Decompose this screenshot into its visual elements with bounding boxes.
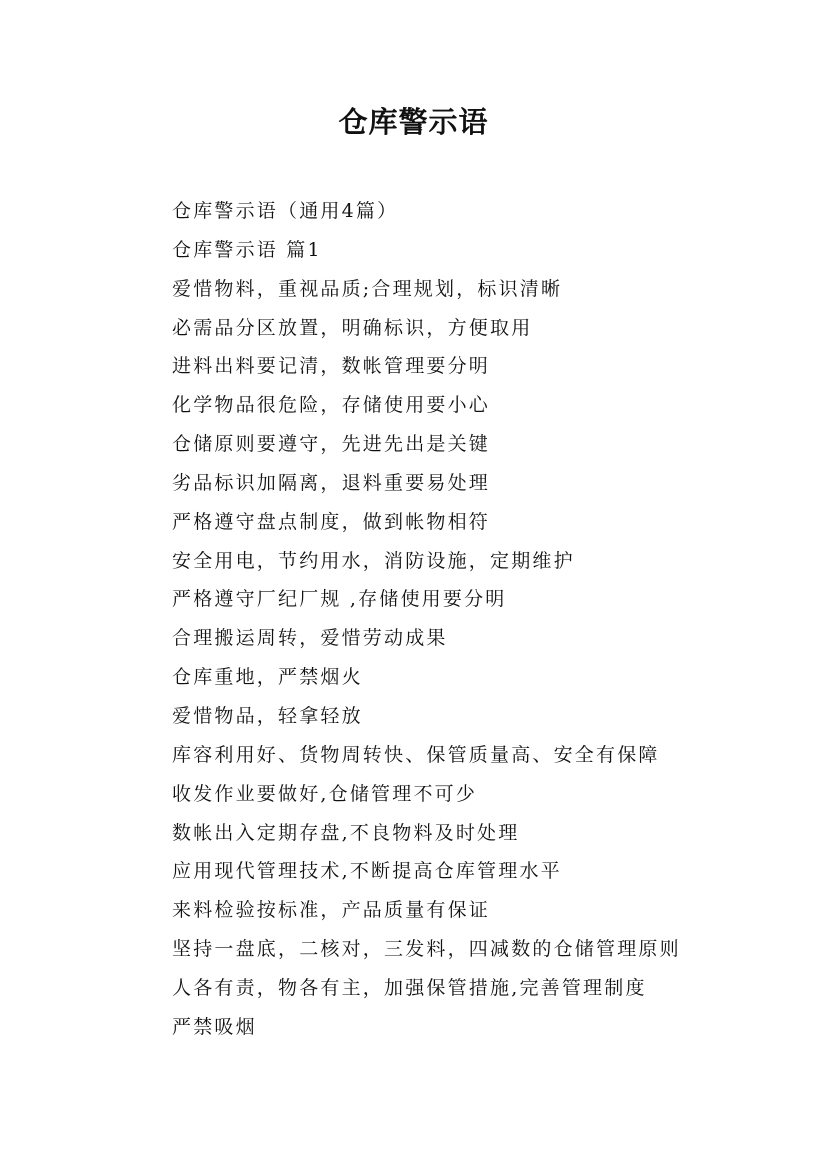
slogan-line: 应用现代管理技术,不断提高仓库管理水平 — [172, 860, 562, 883]
slogan-line: 来料检验按标准，产品质量有保证 — [172, 899, 491, 922]
slogan-line: 数帐出入定期存盘,不良物料及时处理 — [172, 821, 520, 844]
slogan-line: 严格遵守盘点制度，做到帐物相符 — [172, 510, 491, 533]
slogan-line: 爱惜物品，轻拿轻放 — [172, 704, 363, 727]
slogan-line: 严格遵守厂纪厂规 ,存储使用要分明 — [172, 588, 507, 611]
slogan-line: 劣品标识加隔离，退料重要易处理 — [172, 471, 491, 494]
slogan-line: 进料出料要记清，数帐管理要分明 — [172, 355, 491, 378]
document-body — [172, 192, 772, 1047]
document-title: 仓库警示语 — [338, 105, 489, 139]
slogan-line: 合理搬运周转，爱惜劳动成果 — [172, 627, 448, 650]
slogan-line: 必需品分区放置，明确标识，方便取用 — [172, 316, 533, 339]
line-section-heading: 仓库警示语 篇1 — [172, 238, 322, 261]
slogan-line: 库容利用好、货物周转快、保管质量高、安全有保障 — [172, 743, 660, 766]
slogan-line: 爱惜物料，重视品质;合理规划，标识清晰 — [172, 277, 563, 300]
slogan-line: 安全用电，节约用水，消防设施，定期维护 — [172, 549, 575, 572]
slogan-line: 人各有责，物各有主，加强保管措施,完善管理制度 — [172, 976, 647, 999]
slogan-line: 收发作业要做好,仓储管理不可少 — [172, 782, 478, 805]
slogan-line: 严禁吸烟 — [172, 1015, 257, 1038]
slogan-line: 化学物品很危险，存储使用要小心 — [172, 394, 491, 417]
slogan-line: 仓储原则要遵守，先进先出是关键 — [172, 433, 491, 456]
slogan-line: 坚持一盘底，二核对，三发料，四减数的仓储管理原则 — [172, 938, 681, 961]
slogan-line: 仓库重地，严禁烟火 — [172, 666, 363, 689]
line-subtitle: 仓库警示语（通用4篇） — [172, 200, 399, 222]
